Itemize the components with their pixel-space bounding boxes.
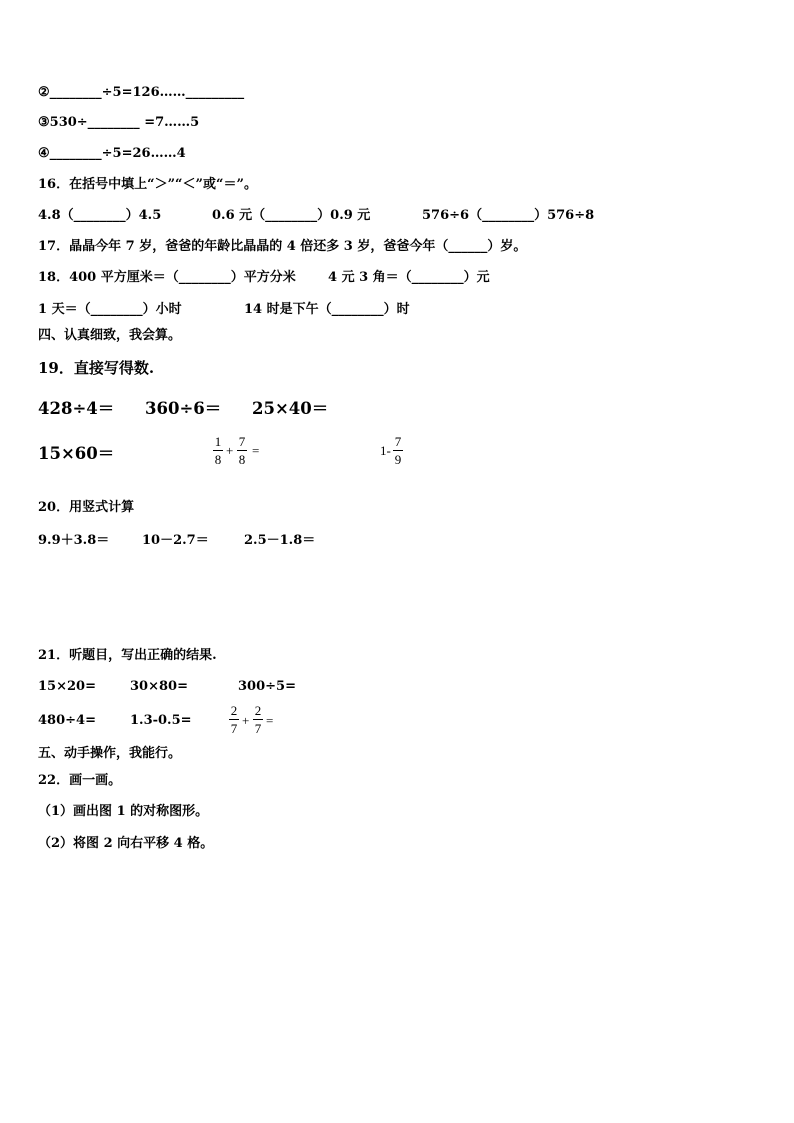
q20-item-c: 2.5－1.8＝: [244, 533, 316, 548]
problem-2-line: ②________÷5=126……_________: [38, 85, 245, 100]
q19-one-minus: 1-: [380, 443, 391, 458]
q21-item-d: 480÷4=: [38, 713, 96, 728]
q21-item-c: 300÷5=: [238, 679, 296, 694]
question-22-part-2: （2）将图 2 向右平移 4 格。: [38, 836, 214, 851]
q21-item-e: 1.3-0.5=: [130, 713, 192, 728]
fraction-numerator: 2: [254, 703, 262, 718]
q21-fraction-2-7-a: [229, 703, 239, 736]
fraction-bar: [393, 450, 403, 451]
question-19-title: 19．直接写得数.: [38, 359, 155, 377]
q21-item-b: 30×80=: [130, 679, 188, 694]
q16-item-a: 4.8（________）4.5: [38, 208, 162, 223]
fraction-denominator: 7: [254, 721, 262, 736]
q19-fraction-1-8: [213, 434, 223, 467]
fraction-numerator: 7: [394, 434, 402, 449]
q19-plus-sign: +: [226, 443, 234, 458]
q19-item-b: 360÷6＝: [145, 399, 222, 418]
fraction-bar: [229, 719, 239, 720]
q19-item-a: 428÷4＝: [38, 399, 115, 418]
q18-item-c: 1 天＝（________）小时: [38, 302, 182, 317]
fraction-numerator: 7: [238, 434, 246, 449]
fraction-denominator: 8: [214, 452, 222, 467]
question-22-part-1: （1）画出图 1 的对称图形。: [38, 804, 209, 819]
q19-equals-sign: =: [252, 443, 260, 458]
question-22-title: 22．画一画。: [38, 773, 122, 788]
q16-item-c: 576÷6（________）576÷8: [422, 208, 595, 223]
q19-item-c: 25×40＝: [252, 399, 329, 418]
fraction-numerator: 1: [214, 434, 222, 449]
problem-4-line: ④________÷5=26……4: [38, 146, 186, 161]
question-21-title: 21．听题目，写出正确的结果.: [38, 648, 217, 663]
section-4-heading: 四、认真细致，我会算。: [38, 328, 182, 343]
q21-fraction-2-7-b: [253, 703, 263, 736]
section-5-heading: 五、动手操作，我能行。: [38, 746, 182, 761]
q16-item-b: 0.6 元（________）0.9 元: [212, 208, 371, 223]
fraction-bar: [213, 450, 223, 451]
problem-3-line: ③530÷________ =7……5: [38, 115, 200, 130]
q19-item-d: 15×60＝: [38, 444, 115, 463]
q21-equals-sign: =: [266, 713, 274, 728]
fraction-bar: [253, 719, 263, 720]
q18-item-d: 14 时是下午（________）时: [244, 302, 410, 317]
q21-plus-sign: +: [242, 713, 250, 728]
question-20-title: 20．用竖式计算: [38, 500, 135, 515]
fraction-numerator: 2: [230, 703, 238, 718]
q20-item-a: 9.9＋3.8＝: [38, 533, 110, 548]
fraction-denominator: 8: [238, 452, 246, 467]
fraction-denominator: 7: [230, 721, 238, 736]
q21-item-a: 15×20=: [38, 679, 96, 694]
q18-item-a: 18．400 平方厘米＝（________）平方分米: [38, 270, 296, 285]
q20-item-b: 10－2.7＝: [142, 533, 209, 548]
fraction-denominator: 9: [394, 452, 402, 467]
question-16-title: 16．在括号中填上“＞”“＜”或“＝”。: [38, 177, 257, 192]
q19-fraction-7-9: [393, 434, 403, 467]
fraction-bar: [237, 450, 247, 451]
q19-fraction-7-8: [237, 434, 247, 467]
question-17: 17．晶晶今年 7 岁，爸爸的年龄比晶晶的 4 倍还多 3 岁，爸爸今年（______）岁。: [38, 239, 527, 254]
q18-item-b: 4 元 3 角＝（________）元: [328, 270, 490, 285]
